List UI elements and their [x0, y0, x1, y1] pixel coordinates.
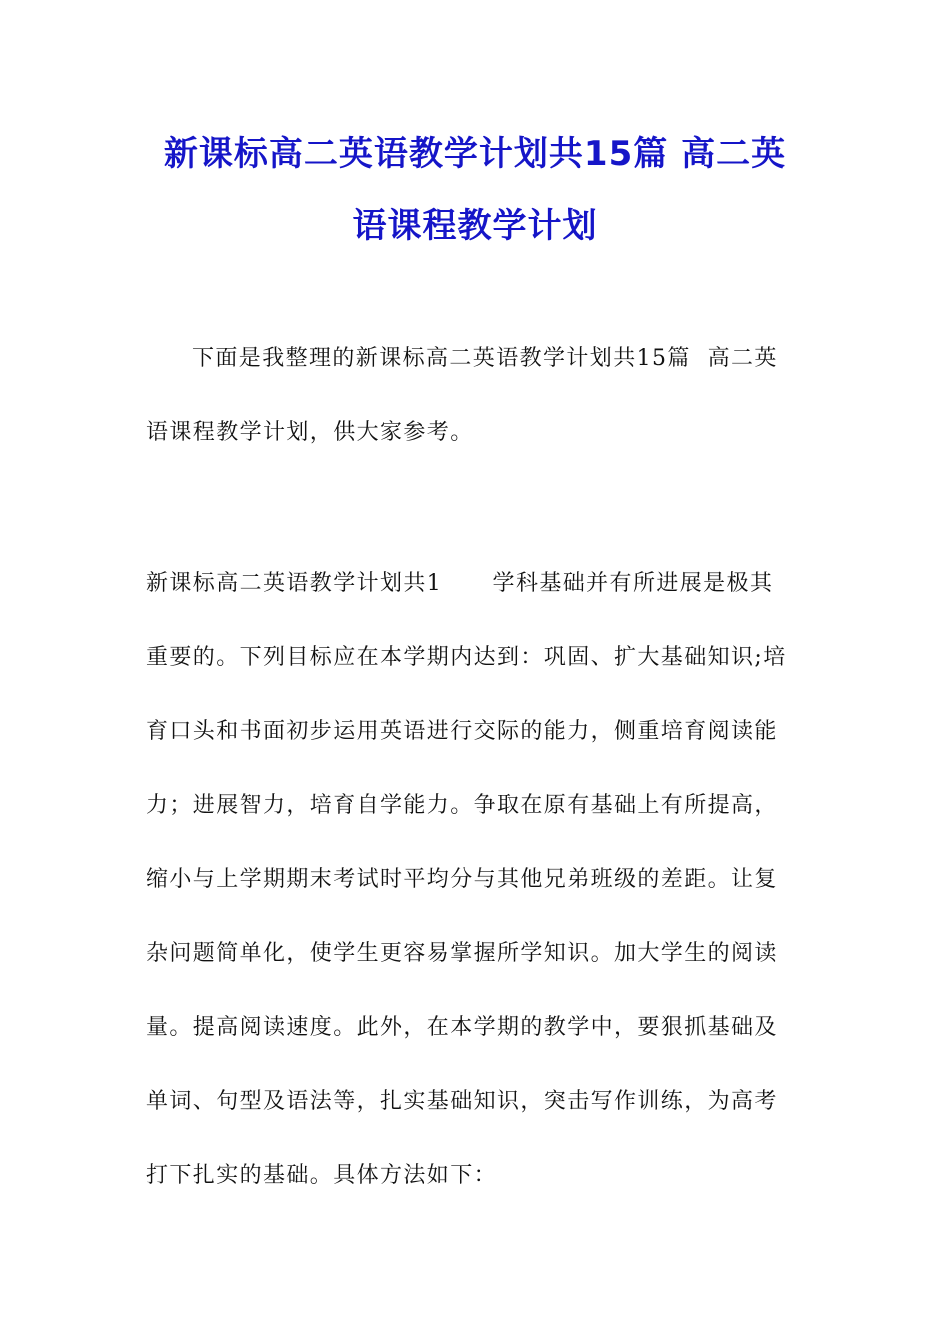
document-title-line-2: 语课程教学计划	[352, 206, 598, 246]
paragraph-line-9: 打下扎实的基础。具体方法如下：	[146, 1163, 498, 1188]
paragraph-line-1: 新课标高二英语教学计划共1 学科基础并有所进展是极其	[146, 571, 774, 596]
intro-line-1: 下面是我整理的新课标高二英语教学计划共15篇 高二英	[192, 346, 778, 371]
paragraph-line-2: 重要的。下列目标应在本学期内达到：巩固、扩大基础知识;培	[146, 645, 787, 670]
paragraph-line-6: 杂问题简单化，使学生更容易掌握所学知识。加大学生的阅读	[146, 941, 778, 966]
paragraph-line-4: 力；进展智力，培育自学能力。争取在原有基础上有所提高，	[146, 793, 778, 818]
paragraph-line-5: 缩小与上学期期末考试时平均分与其他兄弟班级的差距。让复	[146, 867, 778, 892]
intro-line-2: 语课程教学计划，供大家参考。	[146, 420, 474, 445]
paragraph-line-7: 量。提高阅读速度。此外，在本学期的教学中，要狠抓基础及	[146, 1015, 778, 1040]
paragraph-line-8: 单词、句型及语法等，扎实基础知识，突击写作训练，为高考	[146, 1089, 778, 1114]
document-title-line-1: 新课标高二英语教学计划共15篇 高二英	[163, 134, 787, 174]
paragraph-line-3: 育口头和书面初步运用英语进行交际的能力，侧重培育阅读能	[146, 719, 778, 744]
